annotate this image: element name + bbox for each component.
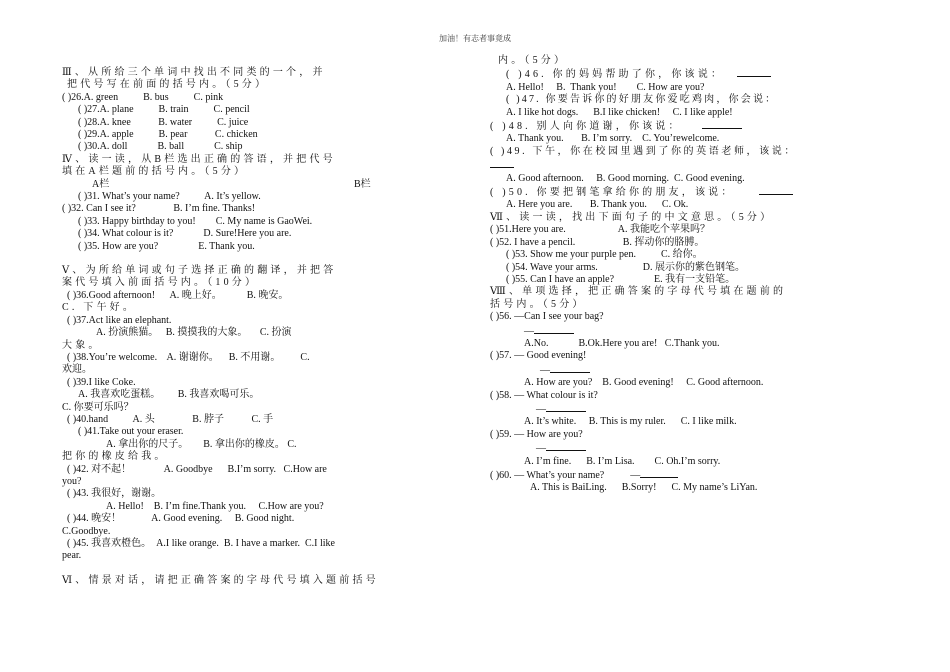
question-44: ( )44. 晚安！ A. Good evening. B. Good night. <box>67 513 295 525</box>
question-43-options: A. Hello! B. I’m fine.Thank you. C.How are you? <box>106 500 324 512</box>
question-32: ( )32. Can I see it? B. I’m fine. Thanks! <box>62 203 256 215</box>
question-60-options: A. This is BaiLing. B.Sorry! C. My name’s LiYan. <box>530 482 758 494</box>
answer-blank <box>640 468 678 478</box>
section-7-title: Ⅶ、读一读，找出下面句子的中文意思。（5分） <box>490 211 774 223</box>
question-47-options: A. I like hot dogs. B.I like chicken! C. I like apple! <box>506 106 733 118</box>
question-40: ( )40.hand A. 头 B. 脖子 C. 手 <box>67 413 274 425</box>
question-34: ( )34. What colour is it? D. Sure!Here you are. <box>78 228 292 240</box>
right-column <box>490 55 890 495</box>
question-58: ( )58. — What colour is it? <box>490 389 598 401</box>
answer-blank <box>546 441 586 451</box>
section-5-title-cont: 案代号填入前面括号内。（10分） <box>62 277 259 289</box>
question-49-options: A. Good afternoon. B. Good morning. C. Good evening. <box>506 172 745 184</box>
column-b-label: B栏 <box>354 178 371 190</box>
question-56: ( )56. —Can I see your bag? <box>490 311 604 323</box>
question-42-cont: you? <box>62 475 82 487</box>
question-48 <box>490 119 890 133</box>
question-45-cont: pear. <box>62 550 82 562</box>
question-54: ( )54. Wave your arms. D. 展示你的紫色钢笔。 <box>506 261 745 273</box>
question-45: ( )45. 我喜欢橙色。 A.I like orange. B. I have a marker. C.I like <box>67 538 335 550</box>
column-a-label: A栏 <box>92 178 110 190</box>
question-41: ( )41.Take out your eraser. <box>78 426 184 438</box>
left-column <box>62 67 412 587</box>
question-57-answer <box>490 363 890 377</box>
question-56-options: A.No. B.Ok.Here you are! C.Thank you. <box>524 337 720 349</box>
question-47: ( )47. 你要告诉你的好朋友你爱吃鸡肉，你会说： <box>506 94 778 106</box>
answer-blank <box>759 185 793 195</box>
question-37-options: A. 扮演熊猫。 B. 摸摸我的大象。 C. 扮演 <box>96 327 292 339</box>
question-57: ( )57. — Good evening! <box>490 350 587 362</box>
question-43: ( )43. 我很好，谢谢。 <box>67 488 162 500</box>
question-38: ( )38.You’re welcome. A. 谢谢你。 B. 不用谢。 C. <box>67 351 310 363</box>
dash: — <box>536 443 546 455</box>
section-5-title: Ⅴ、为所给单词或句子选择正确的翻译，并把答 <box>62 265 337 277</box>
answer-blank <box>737 67 771 77</box>
question-59-answer <box>490 441 890 455</box>
question-59: ( )59. — How are you? <box>490 428 583 440</box>
question-49: ( )49. 下午，你在校园里遇到了你的英语老师，该说： <box>490 145 797 157</box>
question-28: ( )28.A. knee B. water C. juice <box>78 116 249 128</box>
dash: — <box>630 470 641 481</box>
dash: — <box>540 364 550 376</box>
question-39-cont: C. 你要可乐吗？ <box>62 401 134 413</box>
question-42: ( )42. 对不起！ A. Goodbye B.I’m sorry. C.How are <box>67 463 327 475</box>
question-36-cont: C. 下午好。 <box>62 302 137 314</box>
section-8-title-cont: 括号内。（5分） <box>490 298 586 310</box>
section-6-title: Ⅵ、情景对话，请把正确答案的字母代号填入题前括号 <box>62 574 379 586</box>
answer-blank <box>534 324 574 334</box>
dash: — <box>524 325 534 337</box>
question-50 <box>490 185 890 199</box>
dash: — <box>536 403 546 415</box>
question-38-cont: 欢迎。 <box>62 364 92 376</box>
question-50-text: ( )50. 你要把钢笔拿给你的朋友，该说： <box>490 187 735 199</box>
question-57-options: A. How are you? B. Good evening! C. Good afternoon. <box>524 377 764 389</box>
question-44-cont: C.Goodbye. <box>62 525 111 537</box>
question-50-options: A. Here you are. B. Thank you. C. Ok. <box>506 199 689 211</box>
question-35: ( )35. How are you? E. Thank you. <box>78 240 255 252</box>
question-39-options: A. 我喜欢吃蛋糕。 B. 我喜欢喝可乐。 <box>78 389 260 401</box>
question-37: ( )37.Act like an elephant. <box>67 314 172 326</box>
section-3-title: Ⅲ、从所给三个单词中找出不同类的一个，并 <box>62 67 326 78</box>
question-49-blank-row <box>490 158 890 172</box>
question-39: ( )39.I like Coke. <box>67 376 136 388</box>
answer-blank <box>546 402 586 412</box>
answer-blank <box>702 119 742 129</box>
question-59-options: A. I’m fine. B. I’m Lisa. C. Oh.I’m sorry. <box>524 455 721 467</box>
answer-blank <box>550 363 590 373</box>
section-4-title-cont: 填在A栏题前的括号内。（5分） <box>62 166 248 178</box>
question-41-options: A. 拿出你的尺子。 B. 拿出你的橡皮。 C. <box>106 438 297 450</box>
question-51: ( )51.Here you are. A. 我能吃个苹果吗？ <box>490 224 710 236</box>
section-6-title-cont: 内。（5分） <box>498 55 568 66</box>
question-29: ( )29.A. apple B. pear C. chicken <box>78 129 258 141</box>
spacer <box>62 253 412 265</box>
section-3-title-cont: 把代号写在前面的括号内。（5分） <box>67 79 269 91</box>
question-37-cont: 大象。 <box>62 339 102 351</box>
spacer <box>62 563 412 575</box>
question-58-answer <box>490 402 890 416</box>
section-4-title: Ⅳ、读一读，从B栏选出正确的答语，并把代号 <box>62 153 336 165</box>
question-36: ( )36.Good afternoon! A. 晚上好。 B. 晚安。 <box>67 289 289 301</box>
question-30: ( )30.A. doll B. ball C. ship <box>78 141 243 153</box>
question-58-options: A. It’s white. B. This is my ruler. C. I like milk. <box>524 416 737 428</box>
question-46-text: ( )46. 你的妈妈帮助了你，你该说： <box>506 69 725 81</box>
answer-blank <box>490 158 514 168</box>
question-31: ( )31. What’s your name? A. It’s yellow. <box>78 191 261 203</box>
question-60-text: ( )60. — What’s your name? <box>490 470 605 481</box>
question-48-options: A. Thank you. B. I’m sorry. C. You’rewelcome. <box>506 133 720 145</box>
question-60 <box>490 468 890 482</box>
question-27: ( )27.A. plane B. train C. pencil <box>78 104 250 116</box>
question-33: ( )33. Happy birthday to you! C. My name is GaoWei. <box>78 215 313 227</box>
section-8-title: Ⅷ、单项选择，把正确答案的字母代号填在题前的 <box>490 286 787 298</box>
question-46 <box>490 67 890 81</box>
column-headers <box>62 179 412 191</box>
question-48-text: ( )48. 别人向你道谢，你该说： <box>490 121 682 133</box>
question-46-options: A. Hello! B. Thank you! C. How are you? <box>506 81 705 93</box>
question-41-cont: 把你的橡皮给我。 <box>62 451 168 463</box>
page-header: 加油！有志者事竟成 <box>439 34 511 43</box>
question-53: ( )53. Show me your purple pen. C. 给你。 <box>506 249 703 261</box>
question-56-answer <box>490 324 890 338</box>
question-55: ( )55. Can I have an apple? E. 我有一支铅笔。 <box>506 273 736 285</box>
question-52: ( )52. I have a pencil. B. 挥动你的胳膊。 <box>490 236 705 248</box>
question-26: ( )26.A. green B. bus C. pink <box>62 91 224 103</box>
